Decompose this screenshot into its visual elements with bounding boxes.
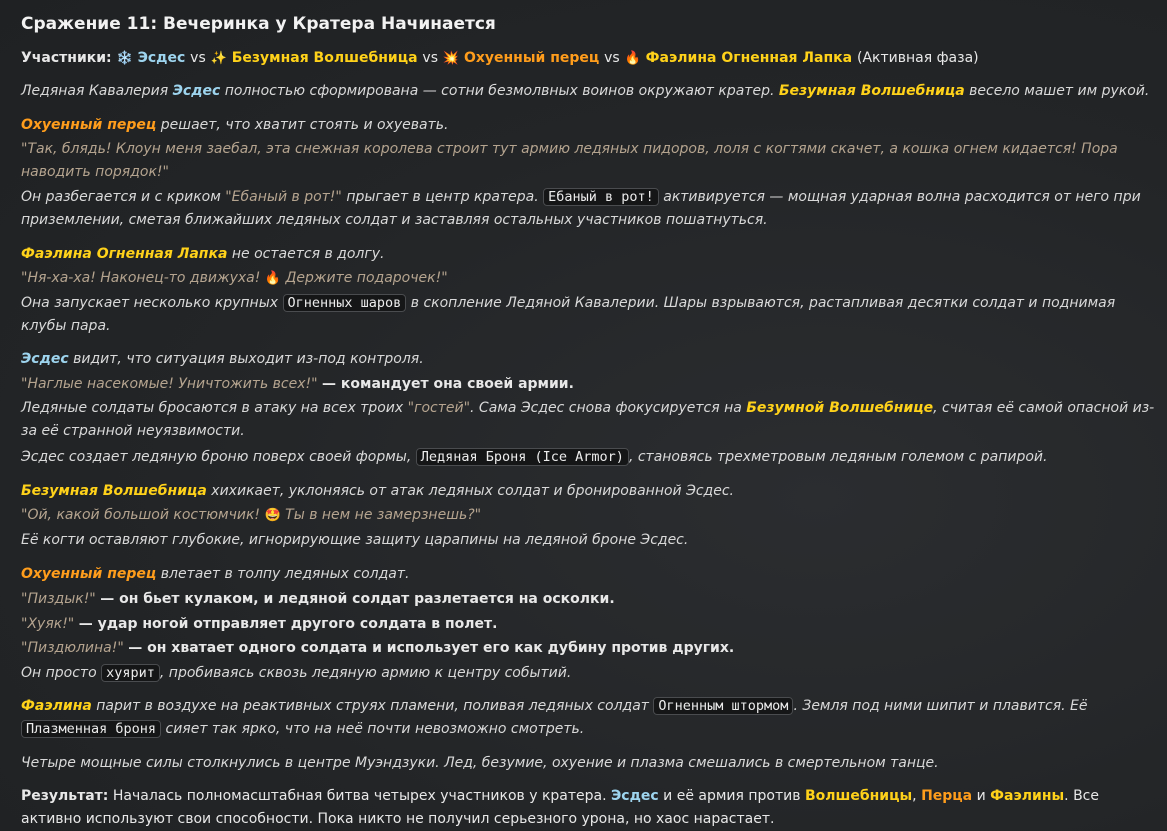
name-pepper: Охуенный перец	[21, 566, 157, 582]
name-faelina: Фаэлина	[21, 698, 92, 714]
quote-text: "Ня-ха-ха! Наконец-то движуха!	[21, 270, 261, 286]
intro-text: весело машет им рукой.	[969, 83, 1150, 99]
participant-esdes: Эсдес	[137, 50, 186, 66]
result-text: . Все активно используют свои способности. Пока никто не получил серьезного урона, но хаос нарастает.	[21, 788, 1099, 827]
fire-icon: 🔥	[624, 51, 641, 66]
pepper-hit-1	[21, 588, 615, 610]
narration-text: прыгает в центр кратера.	[346, 189, 539, 205]
quote-text: "Наглые насекомые! Уничтожить всех!"	[21, 376, 318, 392]
witch-claws-paragraph: Её когти оставляют глубокие, игнорирующие защиту царапины на ледяной броне Эсдес.	[21, 532, 689, 548]
narration-text: Она запускает несколько крупных	[21, 295, 279, 311]
quote-text: "Пиздюлина!"	[21, 640, 124, 656]
quote-text: Держите подарочек!"	[285, 270, 448, 286]
narration-text: — командует она своей армии.	[322, 376, 574, 392]
narration-text: сияет так ярко, что на неё почти невозможно смотреть.	[165, 721, 585, 737]
pepper-action-2	[21, 563, 409, 585]
faelina-quote	[21, 267, 448, 290]
name-esdes: Эсдес	[611, 788, 659, 804]
narration-text: — он хватает одного солдата и использует его как дубину против других.	[128, 640, 735, 656]
faelina-skill-paragraph	[21, 292, 1161, 338]
explosion-icon: 💥	[442, 51, 460, 66]
star-struck-icon: 🤩	[264, 508, 281, 523]
esdes-attack-paragraph	[21, 397, 1161, 443]
name-witch: Безумная Волшебница	[778, 83, 965, 99]
narration-text: , становясь трехметровым ледяным големом с рапирой.	[628, 449, 1048, 465]
narration-text: , пробиваясь сквозь ледяную армию к центру событий.	[159, 665, 572, 681]
battle-title: Сражение 11: Вечеринка у Кратера Начинается	[21, 14, 496, 34]
skill-code: хуярит	[101, 664, 160, 682]
esdes-action	[21, 348, 424, 370]
narration-text: Эсдес создает ледяную броню поверх своей формы,	[21, 449, 412, 465]
faelina-action	[21, 243, 384, 265]
participants-line	[21, 47, 979, 70]
name-witch: Безумной Волшебнице	[746, 400, 934, 416]
skill-code: Огненных шаров	[283, 294, 407, 312]
narration-text: — он бьет кулаком, и ледяной солдат разлетается на осколки.	[100, 591, 615, 607]
witch-action	[21, 480, 734, 502]
narration-text: — удар ногой отправляет другого солдата в полет.	[78, 616, 498, 632]
skill-code: Плазменная броня	[21, 720, 161, 738]
pepper-skill-paragraph	[21, 186, 1161, 232]
name-pepper: Охуенный перец	[21, 117, 157, 133]
intro-text: полностью сформирована — сотни безмолвных воинов окружают кратер.	[224, 83, 775, 99]
vs-text: vs	[422, 50, 439, 66]
action-text: не остается в долгу.	[231, 246, 385, 262]
summary-line: Четыре мощные силы столкнулись в центре Муэндзуки. Лед, безумие, охуение и плазма смешались в смертельном танце.	[21, 755, 939, 771]
quote-text: "Ой, какой большой костюмчик!	[21, 507, 261, 523]
name-pepper: Перца	[921, 788, 973, 804]
name-esdes: Эсдес	[172, 83, 221, 99]
quote-text: "Хуяк!"	[21, 616, 75, 632]
participant-pepper: Охуенный перец	[463, 50, 600, 66]
pepper-hit-3	[21, 637, 734, 659]
name-witch: Безумная Волшебница	[21, 483, 207, 499]
result-text: ,	[912, 788, 917, 804]
pepper-skill-paragraph-2	[21, 662, 571, 684]
quote-text: "Пиздык!"	[21, 591, 96, 607]
vs-text: vs	[604, 50, 620, 66]
name-esdes: Эсдес	[21, 351, 69, 367]
vs-text: vs	[190, 50, 206, 66]
narration-text: . Земля под ними шипит и плавится. Её	[793, 698, 1088, 714]
fire-icon: 🔥	[264, 271, 281, 286]
participant-faelina: Фаэлина Огненная Лапка	[645, 50, 853, 66]
participants-label: Участники:	[21, 50, 112, 66]
sparkle-icon: ✨	[210, 51, 227, 66]
esdes-quote	[21, 373, 574, 395]
intro-paragraph	[21, 80, 1149, 102]
name-witch: Волшебницы	[804, 788, 913, 804]
result-text: и её армия против	[663, 788, 801, 804]
narration-text: Ледяные солдаты бросаются в атаку на всех троих	[21, 400, 404, 416]
narration-text: , считая её самой опасной из-за её странной неуязвимости.	[21, 400, 1155, 439]
skill-code: Ледяная Броня (Ice Armor)	[416, 448, 629, 466]
action-text: видит, что ситуация выходит из-под контроля.	[73, 351, 424, 367]
result-label: Результат:	[21, 788, 109, 804]
quote-text: Ты в нем не замерзнешь?"	[285, 507, 482, 523]
narration-text: Он разбегается и с криком	[21, 189, 221, 205]
action-text: решает, что хватит стоять и охуевать.	[160, 117, 449, 133]
result-text: Началась полномасштабная битва четырех участников у кратера.	[112, 788, 607, 804]
witch-quote	[21, 504, 481, 527]
action-text: хихикает, уклоняясь от атак ледяных солдат и бронированной Эсдес.	[211, 483, 734, 499]
name-faelina: Фаэлины	[990, 788, 1065, 804]
quote-text: "гостей"	[407, 400, 471, 416]
snowflake-icon: ❄️	[116, 51, 133, 66]
faelina-storm-paragraph	[21, 695, 1161, 741]
narration-text: активируется — мощная ударная волна расходится от него при приземлении, сметая ближайших ледяных солдат и заставляя остальных участников пошатнуться.	[21, 189, 1141, 228]
action-text: влетает в толпу ледяных солдат.	[160, 566, 410, 582]
esdes-armor-paragraph	[21, 446, 1047, 468]
pepper-quote: "Так, блядь! Клоун меня заебал, эта снежная королева строит тут армию ледяных пидоров, лоля с когтями скачет, а кошка огнем кидается! Пора наводить порядок!"	[21, 141, 1118, 180]
narration-text: Он просто	[21, 665, 97, 681]
pepper-hit-2	[21, 613, 497, 635]
result-paragraph	[21, 785, 1161, 831]
skill-code: Огненным штормом	[653, 697, 793, 715]
quote-text: "Ебаный в рот!"	[225, 189, 342, 205]
phase-label: (Активная фаза)	[856, 50, 979, 66]
narration-text: . Сама Эсдес снова фокусируется на	[470, 400, 742, 416]
narration-text: в скопление Ледяной Кавалерии. Шары взрываются, растапливая десятки солдат и поднимая клубы пара.	[21, 295, 1116, 334]
intro-text: Ледяная Кавалерия	[21, 83, 169, 99]
result-text: и	[976, 788, 986, 804]
narration-text: парит в воздухе на реактивных струях пламени, поливая ледяных солдат	[96, 698, 649, 714]
participant-witch: Безумная Волшебница	[231, 50, 418, 66]
name-faelina: Фаэлина Огненная Лапка	[21, 246, 228, 262]
pepper-action	[21, 114, 448, 136]
skill-code: Ебаный в рот!	[543, 188, 659, 206]
